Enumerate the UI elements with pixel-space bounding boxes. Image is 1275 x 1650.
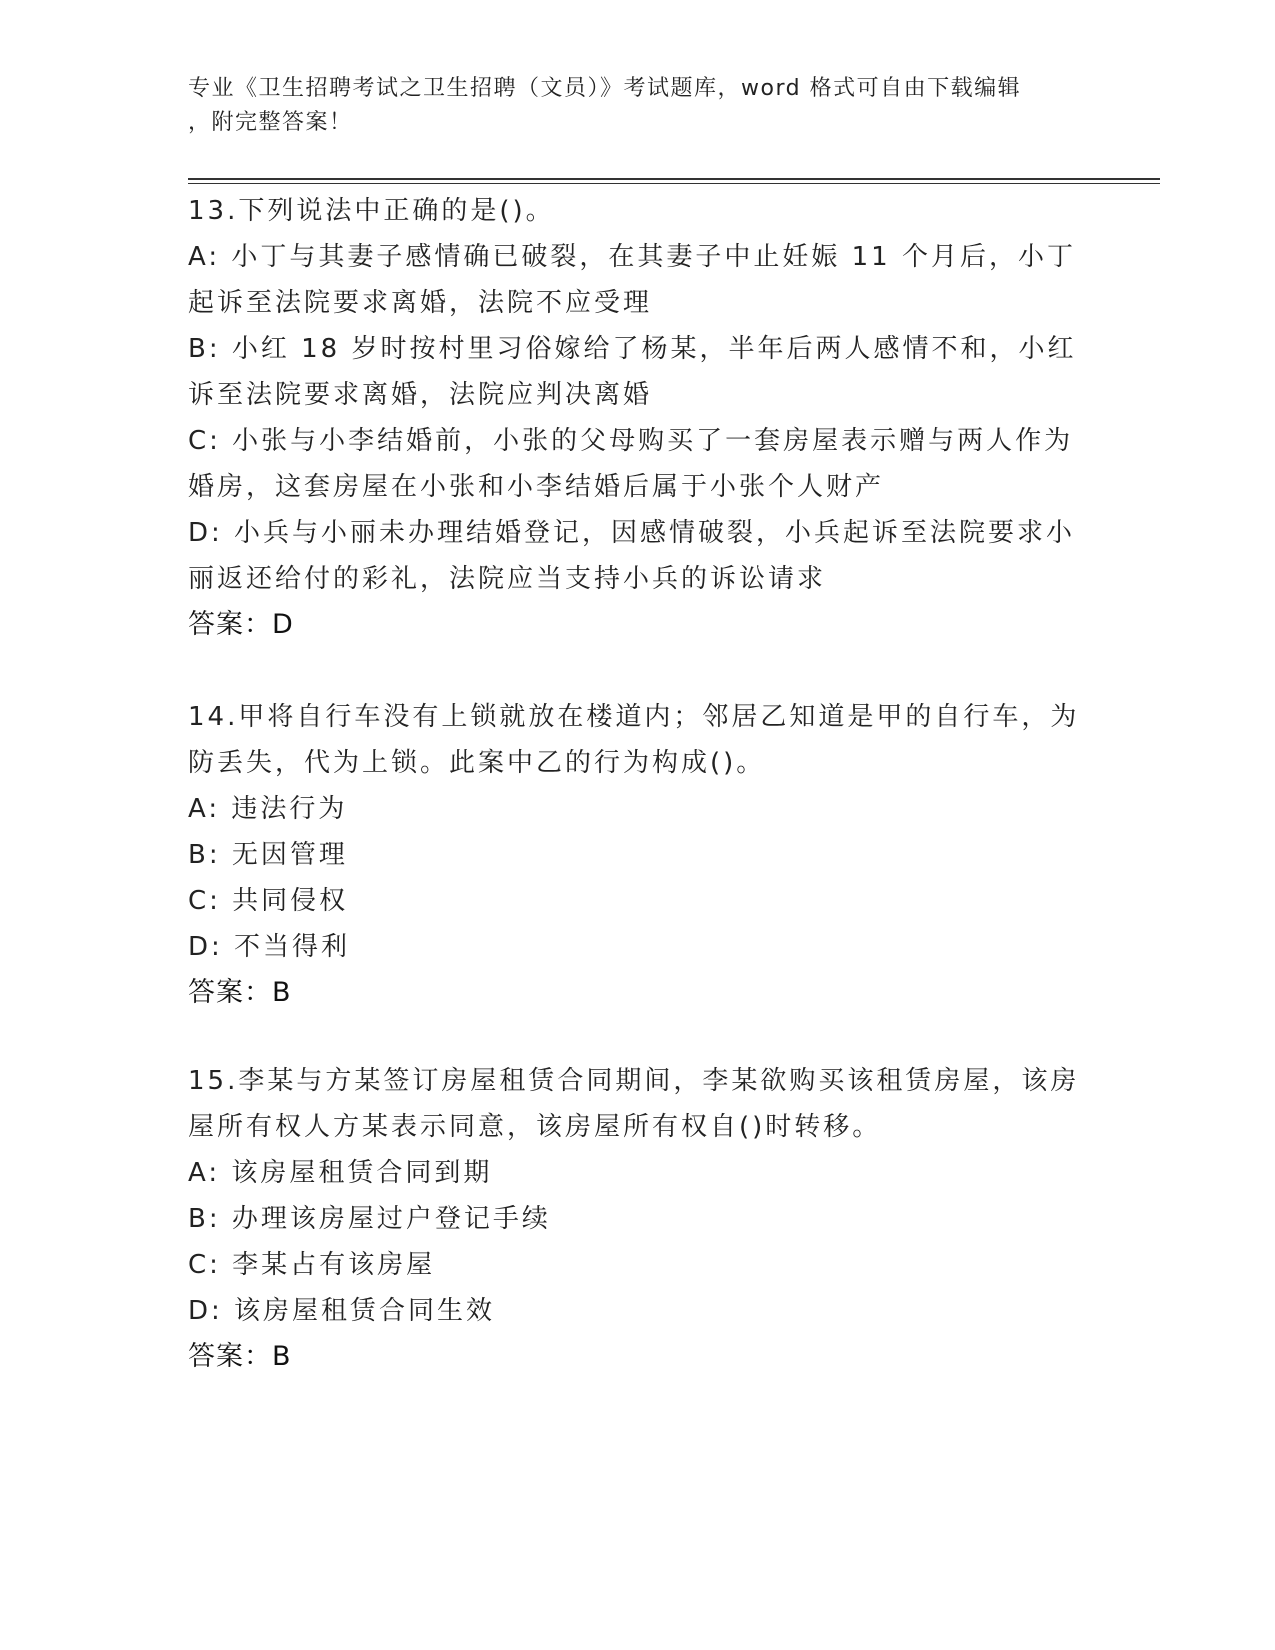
option-b-line-2: 诉至法院要求离婚，法院应判决离婚 [188,380,653,410]
answer: 答案：B [188,977,292,1008]
question-stem: 13.下列说法中正确的是()。 [188,196,555,226]
header-divider-thin [188,183,1160,184]
header-divider-thick [188,178,1160,180]
option-a: A: 违法行为 [188,794,348,824]
option-b: B: 办理该房屋过户登记手续 [188,1204,551,1234]
question-stem-line-1: 15.李某与方某签订房屋租赁合同期间，李某欲购买该租赁房屋，该房 [188,1066,1080,1096]
option-c: C: 共同侵权 [188,886,349,916]
option-c: C: 李某占有该房屋 [188,1250,436,1280]
option-b-line-1: B: 小红 18 岁时按村里习俗嫁给了杨某，半年后两人感情不和，小红 [188,334,1077,364]
question-15 [188,1058,1088,1380]
option-a-line-2: 起诉至法院要求离婚，法院不应受理 [188,288,653,318]
document-header [188,72,1088,140]
option-d-line-1: D: 小兵与小丽未办理结婚登记，因感情破裂，小兵起诉至法院要求小 [188,518,1076,548]
question-14 [188,694,1088,1016]
answer: 答案：B [188,1341,292,1372]
option-a: A: 该房屋租赁合同到期 [188,1158,493,1188]
option-d: D: 不当得利 [188,932,351,962]
header-line-1: 专业《卫生招聘考试之卫生招聘（文员）》考试题库，word 格式可自由下载编辑 [188,76,1022,101]
option-d: D: 该房屋租赁合同生效 [188,1296,496,1326]
question-13 [188,188,1088,648]
header-line-2: ，附完整答案！ [188,110,353,135]
answer: 答案：D [188,609,294,640]
option-d-line-2: 丽返还给付的彩礼，法院应当支持小兵的诉讼请求 [188,564,827,594]
option-c-line-1: C: 小张与小李结婚前，小张的父母购买了一套房屋表示赠与两人作为 [188,426,1074,456]
option-a-line-1: A: 小丁与其妻子感情确已破裂，在其妻子中止妊娠 11 个月后，小丁 [188,242,1076,272]
option-c-line-2: 婚房，这套房屋在小张和小李结婚后属于小张个人财产 [188,472,885,502]
option-b: B: 无因管理 [188,840,348,870]
question-stem-line-1: 14.甲将自行车没有上锁就放在楼道内；邻居乙知道是甲的自行车，为 [188,702,1080,732]
question-stem-line-2: 屋所有权人方某表示同意，该房屋所有权自()时转移。 [188,1112,882,1142]
question-stem-line-2: 防丢失，代为上锁。此案中乙的行为构成()。 [188,748,766,778]
